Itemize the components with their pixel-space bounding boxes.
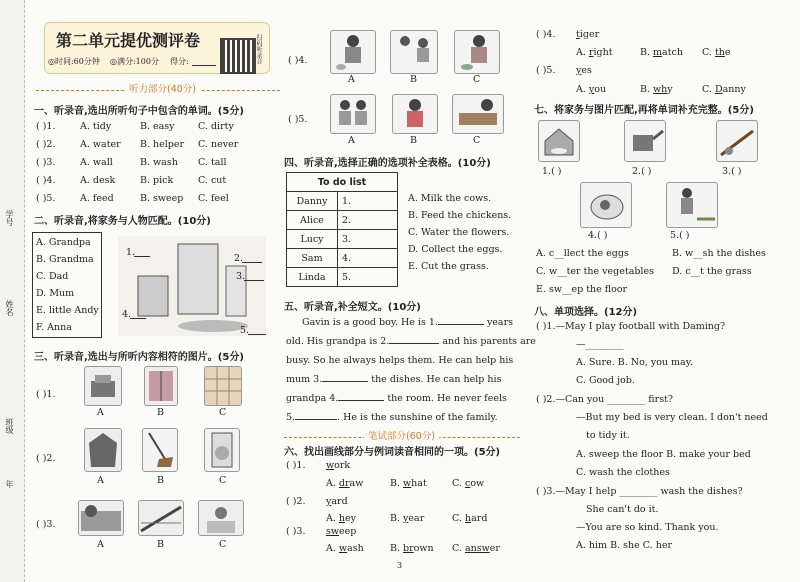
s5-text: mum 3. (286, 374, 323, 385)
s2-title: 二、听录音,将家务与人物匹配。(10分) (34, 216, 211, 227)
s6-letter: C. (702, 84, 715, 95)
s2-spot-2-blank[interactable] (242, 262, 262, 263)
s6-item-5-b (640, 85, 673, 95)
binding-margin (0, 0, 25, 582)
s2-person-a: A. Grandpa (36, 237, 91, 248)
s8-q1-answer[interactable]: —________ (576, 339, 624, 350)
s2-spot-4[interactable]: 4. (122, 309, 132, 320)
s7-pic-4[interactable] (580, 182, 632, 228)
s6-item-1-b (390, 479, 427, 489)
s6-underline: answ (464, 543, 490, 554)
s6-underline: sw (326, 526, 340, 537)
s6-item-3-b (390, 544, 434, 554)
score-label: 得分: (170, 57, 189, 66)
table-row (287, 249, 398, 268)
s3-4-letter-c: C (473, 74, 481, 85)
todo-name: Sam (287, 249, 338, 268)
s6-rest: es (581, 65, 592, 76)
todo-blank[interactable]: 1. (338, 192, 398, 211)
s3-2-letter-c: C (219, 475, 227, 486)
s8-q3-text-2: —You are so kind. Thank you. (576, 522, 719, 533)
s7-pic-4-label[interactable]: 4.( ) (588, 230, 608, 241)
s8-q2-line[interactable]: ( )2.—Can you ________ first? (536, 394, 673, 405)
s3-2-pic-c[interactable] (204, 428, 240, 472)
s5-text: . He is the sunshine of the family. (337, 412, 498, 423)
s6-item-2-b (390, 514, 424, 524)
s3-5-pic-b[interactable] (392, 94, 438, 134)
s5-text: and his parents are (442, 336, 536, 347)
s1-item-1-num[interactable]: ( )1. (36, 121, 56, 132)
s6-underline: wh (653, 84, 668, 95)
s2-person-c: C. Dad (36, 271, 69, 282)
s6-item-2-a (326, 514, 356, 524)
s3-5-letter-c: C (473, 135, 481, 146)
s6-rest: eep (339, 526, 357, 537)
s6-underline: th (714, 47, 725, 58)
todo-table-header: To do list (287, 173, 398, 192)
s3-4-pic-c[interactable] (454, 30, 500, 74)
s3-4-letter-a: A (348, 74, 355, 85)
todo-blank[interactable]: 3. (338, 230, 398, 249)
s6-underline: D (714, 84, 723, 95)
s3-1-pic-a[interactable] (84, 366, 122, 406)
s6-item-3-c (452, 544, 500, 554)
todo-name: Linda (287, 268, 338, 287)
s3-1-pic-c[interactable] (204, 366, 242, 406)
s1-item-3-c: C. tall (198, 157, 227, 168)
s6-underline: y (403, 513, 409, 524)
s6-underline: h (464, 513, 472, 524)
s6-item-5-word (576, 66, 592, 76)
s5-text: 5. (286, 412, 296, 423)
sidebar-label-class: 班级 (5, 418, 14, 434)
s3-4-letter-b: B (410, 74, 417, 85)
s6-letter: B. (390, 543, 404, 554)
s4-option-e: E. Cut the grass. (408, 261, 489, 272)
s4-option-c: C. Water the flowers. (408, 227, 510, 238)
s8-title: 八、单项选择。(12分) (534, 307, 638, 318)
s5-blank-5[interactable] (295, 419, 337, 420)
s6-item-4-c (702, 48, 731, 58)
s6-rest: ork (334, 460, 351, 471)
s6-underline: t (576, 29, 580, 40)
s7-pic-5-label[interactable]: 5.( ) (670, 230, 690, 241)
table-row (287, 192, 398, 211)
s2-spot-5-blank[interactable] (248, 334, 266, 335)
s6-rest: ow (470, 478, 485, 489)
s7-pic-1[interactable] (538, 120, 580, 162)
page-number: 3 (397, 561, 403, 570)
s6-item-2-num[interactable]: ( )2. (286, 496, 306, 507)
s3-5-letter-b: B (410, 135, 417, 146)
s6-item-3-num[interactable]: ( )3. (286, 526, 306, 537)
s2-spot-3-blank[interactable] (244, 280, 264, 281)
s6-letter: A. (326, 513, 339, 524)
s8-q1-options-ab: A. Sure. B. No, you may. (576, 357, 693, 368)
todo-blank[interactable]: 4. (338, 249, 398, 268)
s6-item-2-word (326, 497, 348, 507)
s5-text: old. His grandpa is 2. (286, 336, 390, 347)
score-blank[interactable] (192, 65, 216, 66)
s7-pic-3-label[interactable]: 3.( ) (722, 166, 742, 177)
s3-1-letter-b: B (157, 407, 164, 418)
s6-item-3-word (326, 527, 356, 537)
s6-rest: atch (662, 47, 683, 58)
sidebar-label-id: 学号 (5, 210, 14, 226)
s3-1-letter-c: C (219, 407, 227, 418)
s6-rest: iger (579, 29, 600, 40)
s6-item-4-a (576, 48, 613, 58)
s7-pic-2-label[interactable]: 2.( ) (632, 166, 652, 177)
s4-title: 四、听录音,选择正确的选项补全表格。(10分) (284, 158, 491, 169)
s5-line-3 (286, 356, 513, 366)
s6-item-5-num[interactable]: ( )5. (536, 65, 556, 76)
s3-row-2-num[interactable]: ( )2. (36, 453, 56, 464)
s6-letter: C. (452, 478, 465, 489)
s5-line-4 (286, 375, 501, 385)
s6-rest: ou (594, 84, 607, 95)
s6-underline: y (576, 65, 582, 76)
s1-item-5-c: C. feel (198, 193, 229, 204)
s8-q2-text-1: —But my bed is very clean. I don't need (576, 412, 768, 423)
s2-spot-4-blank[interactable] (130, 318, 146, 319)
s6-rest: ight (593, 47, 613, 58)
s3-3-letter-b: B (157, 539, 164, 550)
s3-3-pic-c[interactable] (198, 500, 244, 536)
s1-item-1-c: C. dirty (198, 121, 234, 132)
s4-option-d: D. Collect the eggs. (408, 244, 503, 255)
s6-letter: A. (576, 84, 589, 95)
s3-3-letter-c: C (219, 539, 227, 550)
table-row (287, 230, 398, 249)
s2-spot-1[interactable]: 1. (126, 247, 136, 258)
todo-table (286, 172, 398, 287)
s8-q3-options: A. him B. she C. her (576, 540, 672, 551)
s3-row-3-num[interactable]: ( )3. (36, 519, 56, 530)
s1-item-1-b: B. easy (140, 121, 175, 132)
s3-2-pic-a[interactable] (84, 428, 122, 472)
s7-phrase-c[interactable]: C. w__ter the vegetables (536, 266, 654, 277)
s2-spot-1-blank[interactable] (134, 256, 150, 257)
s3-row-4-num[interactable]: ( )4. (288, 55, 308, 66)
s2-person-b: B. Grandma (36, 254, 94, 265)
s6-letter: A. (326, 478, 339, 489)
s5-line-2 (286, 337, 536, 347)
s8-q1-line[interactable]: ( )1.—May I play football with Daming? (536, 321, 726, 332)
qr-code[interactable] (220, 38, 256, 74)
s6-underline: br (403, 543, 414, 554)
s6-letter: A. (326, 543, 339, 554)
s5-text: the room. He never feels (387, 393, 507, 404)
s6-rest: aw (349, 478, 364, 489)
s6-letter: C. (702, 47, 715, 58)
s1-title: 一、听录音,选出所听句子中包含的单词。(5分) (34, 106, 244, 117)
s8-q3-text-1: She can't do it. (586, 504, 659, 515)
s6-letter: B. (390, 478, 404, 489)
s1-item-2-c: C. never (198, 139, 239, 150)
s3-2-letter-a: A (97, 475, 104, 486)
s3-3-pic-b[interactable] (138, 500, 184, 536)
s6-rest: ey (345, 513, 357, 524)
todo-name: Danny (287, 192, 338, 211)
s3-2-pic-b[interactable] (142, 428, 178, 472)
score-total: ◎满分:100分 (110, 57, 159, 66)
s6-letter: B. (390, 513, 404, 524)
s5-blank-2[interactable] (389, 343, 439, 344)
s6-rest: e (724, 47, 731, 58)
s6-rest: ear (408, 513, 425, 524)
table-row (287, 268, 398, 287)
s6-underline: w (326, 460, 335, 471)
s3-3-letter-a: A (97, 539, 104, 550)
s8-q2-option-c: C. wash the clothes (576, 467, 670, 478)
s6-rest: anny (722, 84, 746, 95)
s6-item-4-b (640, 48, 683, 58)
s5-text: the dishes. He can help his (371, 374, 502, 385)
s1-item-1-a: A. tidy (80, 121, 112, 132)
s6-underline: r (588, 47, 594, 58)
s5-line-6 (286, 413, 498, 423)
s6-rest: ard (331, 496, 348, 507)
todo-name: Lucy (287, 230, 338, 249)
s3-5-pic-a[interactable] (330, 94, 376, 134)
s6-letter: A. (576, 47, 589, 58)
s5-line-1 (302, 318, 513, 328)
s6-underline: h (338, 513, 346, 524)
s2-person-d: D. Mum (36, 288, 75, 299)
s6-item-3-a (326, 544, 364, 554)
s6-letter: C. (452, 543, 465, 554)
s3-1-letter-a: A (97, 407, 104, 418)
s6-rest: ard (471, 513, 488, 524)
todo-blank[interactable]: 2. (338, 211, 398, 230)
s3-row-5-num[interactable]: ( )5. (288, 114, 308, 125)
table-row (287, 211, 398, 230)
s5-blank-1[interactable] (438, 324, 484, 325)
s5-title: 五、听录音,补全短文。(10分) (284, 302, 421, 313)
s2-spot-2[interactable]: 2. (234, 253, 244, 264)
s3-4-pic-a[interactable] (330, 30, 376, 74)
s1-item-4-a: A. desk (80, 175, 116, 186)
sidebar-label-grade: 年 (5, 480, 14, 488)
s6-letter: B. (640, 47, 654, 58)
s1-item-3-b: B. wash (140, 157, 178, 168)
s7-title: 七、将家务与图片匹配,再将单词补充完整。(5分) (534, 105, 754, 116)
s8-q1-option-c: C. Good job. (576, 375, 635, 386)
todo-blank[interactable]: 5. (338, 268, 398, 287)
s8-q2-text-2: to tidy it. (586, 430, 630, 441)
s5-text: Gavin is a good boy. He is 1. (302, 317, 438, 328)
s1-item-2-num[interactable]: ( )2. (36, 139, 56, 150)
s6-item-5-a (576, 85, 606, 95)
s7-pic-2[interactable] (624, 120, 666, 162)
s6-underline: y (326, 496, 332, 507)
s6-rest: hat (411, 478, 427, 489)
s6-rest: er (489, 543, 500, 554)
s6-item-1-num[interactable]: ( )1. (286, 460, 306, 471)
s2-person-f: F. Anna (36, 322, 72, 333)
s1-item-3-num[interactable]: ( )3. (36, 157, 56, 168)
s2-spot-3[interactable]: 3. (236, 271, 246, 282)
s1-item-3-a: A. wall (80, 157, 113, 168)
s5-line-5 (286, 394, 507, 404)
s6-underline: y (588, 84, 595, 95)
s6-item-1-a (326, 479, 363, 489)
s6-underline: m (653, 47, 663, 58)
s1-item-2-a: A. water (80, 139, 121, 150)
s6-rest: y (667, 84, 673, 95)
s2-person-e: E. little Andy (36, 305, 99, 316)
s1-item-4-num[interactable]: ( )4. (36, 175, 56, 186)
s6-item-2-c (452, 514, 487, 524)
s5-blank-3[interactable] (322, 381, 368, 382)
s3-3-pic-a[interactable] (78, 500, 124, 536)
s6-item-1-word (326, 461, 350, 471)
s3-1-pic-b[interactable] (144, 366, 178, 406)
s1-item-4-b: B. pick (140, 175, 174, 186)
s5-blank-4[interactable] (338, 400, 384, 401)
listening-title: 听力部分(40分) (125, 85, 200, 95)
s6-item-5-c (702, 85, 746, 95)
s3-row-1-num[interactable]: ( )1. (36, 389, 56, 400)
time-info: ◎时间:60分钟 (48, 57, 100, 66)
s6-rest: own (413, 543, 434, 554)
s7-phrase-d[interactable]: D. c__t the grass (672, 266, 752, 277)
s8-q3-line[interactable]: ( )3.—May I help ________ wash the dishes? (536, 486, 743, 497)
s2-spot-5[interactable]: 5. (240, 325, 250, 336)
s7-pic-3[interactable] (716, 120, 758, 162)
writing-title: 笔试部分(60分) (364, 432, 439, 442)
s5-text: years (486, 317, 514, 328)
s3-5-pic-c[interactable] (452, 94, 504, 134)
s6-item-1-c (452, 479, 484, 489)
s6-underline: w (338, 543, 348, 554)
s4-option-b: B. Feed the chickens. (408, 210, 512, 221)
s6-underline: dr (338, 478, 350, 489)
s6-item-4-word (576, 30, 599, 40)
s4-option-a: A. Milk the cows. (408, 193, 492, 204)
s5-text: grandpa 4. (286, 393, 339, 404)
s7-phrase-b[interactable]: B. w__sh the dishes (672, 248, 766, 259)
s5-text: busy. So he always helps them. He can help his (286, 355, 514, 366)
sidebar-label-name: 姓名 (5, 300, 14, 316)
s7-pic-5[interactable] (666, 182, 718, 228)
s7-phrase-e[interactable]: E. sw__ep the floor (536, 284, 628, 295)
s3-5-letter-a: A (348, 135, 355, 146)
s6-underline: c (464, 478, 471, 489)
s6-underline: w (403, 478, 412, 489)
s8-q2-options-ab: A. sweep the floor B. make your bed (576, 449, 751, 460)
s1-item-5-num[interactable]: ( )5. (36, 193, 56, 204)
s6-item-4-num[interactable]: ( )4. (536, 29, 556, 40)
s1-item-2-b: B. helper (140, 139, 185, 150)
s7-phrase-a[interactable]: A. c__llect the eggs (536, 248, 629, 259)
page-title: 第二单元提优测评卷 (56, 31, 201, 50)
s1-item-5-a: A. feed (80, 193, 114, 204)
s2-room-illustration (118, 236, 266, 336)
s3-4-pic-b[interactable] (390, 30, 438, 74)
s6-letter: B. (640, 84, 654, 95)
s6-rest: ash (347, 543, 364, 554)
s6-letter: C. (452, 513, 465, 524)
s1-item-4-c: C. cut (198, 175, 227, 186)
s3-2-letter-b: B (157, 475, 164, 486)
s3-title: 三、听录音,选出与所听内容相符的图片。(5分) (34, 352, 244, 363)
s6-title: 六、找出画线部分与例词读音相同的一项。(5分) (284, 447, 501, 458)
s1-item-5-b: B. sweep (140, 193, 184, 204)
s7-pic-1-label[interactable]: 1.( ) (542, 166, 562, 177)
qr-caption: 扫码听录音 (255, 34, 262, 64)
todo-name: Alice (287, 211, 338, 230)
